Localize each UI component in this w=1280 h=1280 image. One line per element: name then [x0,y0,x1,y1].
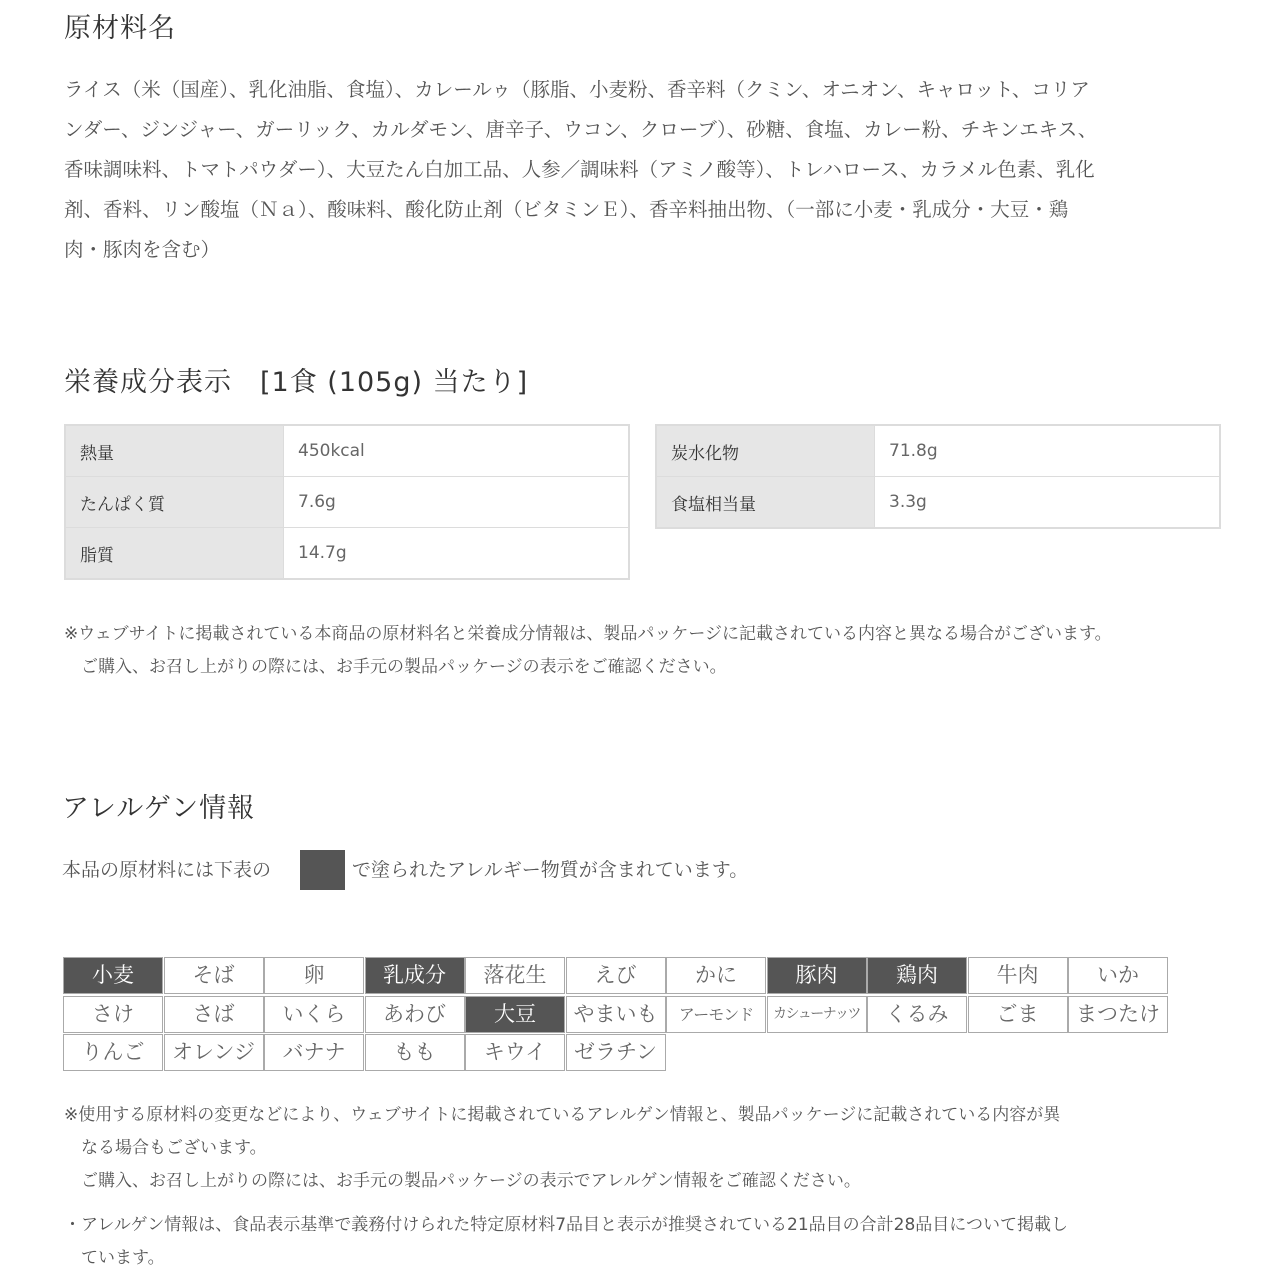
ingredients-title: 原材料名 [64,13,176,44]
allergen-cell: 豚肉 [767,957,867,994]
allergen-title: アレルゲン情報 [62,793,256,824]
allergen-cell: えび [566,957,666,994]
table-row [656,477,1220,529]
allergen-cell: 卵 [264,957,364,994]
ingredients-line: ライス（米（国産）、乳化油脂、食塩）、カレールゥ（豚脂、小麦粉、香辛料（クミン、オニオン、キャロット、コリア [64,78,1090,101]
allergen-bullet [64,1209,1068,1275]
nutrition-value: 450kcal [284,425,630,477]
allergen-cell: やまいも [566,996,666,1033]
allergen-cell: くるみ [867,996,967,1033]
nutrition-label: 熱量 [65,425,284,477]
allergen-cell: いくら [264,996,364,1033]
allergen-cell: ゼラチン [566,1034,666,1071]
allergen-note [64,1099,1060,1198]
allergen-cell: アーモンド [666,996,766,1033]
allergen-cell: まつたけ [1068,996,1168,1033]
allergen-swatch [300,850,345,890]
allergen-cell: バナナ [264,1034,364,1071]
nutrition-table-right [655,424,1221,529]
ingredients-line: 剤、香料、リン酸塩（Ｎａ）、酸味料、酸化防止剤（ビタミンＥ）、香辛料抽出物、（一部に小麦・乳成分・大豆・鶏 [64,198,1069,221]
allergen-cell: もも [365,1034,465,1071]
note-line: なる場合もございます。 [64,1138,267,1158]
allergen-cell: いか [1068,957,1168,994]
note-line: ・アレルゲン情報は、食品表示基準で義務付けられた特定原材料7品目と表示が推奨されている21品目の合計28品目について掲載し [64,1215,1068,1235]
allergen-intro-after: で塗られたアレルギー物質が含まれています。 [352,859,749,881]
nutrition-label: 炭水化物 [656,425,875,477]
allergen-cell: 牛肉 [968,957,1068,994]
nutrition-label: 脂質 [65,528,284,580]
note-line: ています。 [64,1248,165,1268]
allergen-cell: 大豆 [465,996,565,1033]
nutrition-table-left [64,424,630,580]
ingredients-line: 香味調味料、トマトパウダー）、大豆たん白加工品、人参／調味料（アミノ酸等）、トレハロース、カラメル色素、乳化 [64,158,1095,181]
ingredients-line: ンダー、ジンジャー、ガーリック、カルダモン、唐辛子、ウコン、クローブ）、砂糖、食塩、カレー粉、チキンエキス、 [64,118,1098,141]
nutrition-title: 栄養成分表示 [1食 (105g) 当たり] [64,367,529,398]
note-line: ご購入、お召し上がりの際には、お手元の製品パッケージの表示をご確認ください。 [64,657,727,677]
note-line: ※ウェブサイトに掲載されている本商品の原材料名と栄養成分情報は、製品パッケージに記載されている内容と異なる場合がございます。 [64,624,1112,644]
allergen-cell: りんご [63,1034,163,1071]
allergen-cell: あわび [365,996,465,1033]
allergen-intro-before: 本品の原材料には下表の [62,859,272,881]
table-row [65,528,629,580]
ingredients-text [64,70,1224,270]
allergen-cell: かに [666,957,766,994]
nutrition-note [64,618,1112,684]
allergen-cell: さば [164,996,264,1033]
table-row [65,425,629,477]
table-row [65,477,629,528]
allergen-cell: 小麦 [63,957,163,994]
allergen-cell: ごま [968,996,1068,1033]
allergen-cell: キウイ [465,1034,565,1071]
table-row [656,425,1220,477]
nutrition-value: 3.3g [875,477,1221,529]
allergen-cell: カシューナッツ [767,996,867,1033]
nutrition-value: 7.6g [284,477,630,528]
allergen-cell: さけ [63,996,163,1033]
allergen-cell: そば [164,957,264,994]
note-line: ご購入、お召し上がりの際には、お手元の製品パッケージの表示でアレルゲン情報をご確認ください。 [64,1171,861,1191]
nutrition-label: たんぱく質 [65,477,284,528]
allergen-cell: 鶏肉 [867,957,967,994]
nutrition-value: 14.7g [284,528,630,580]
nutrition-value: 71.8g [875,425,1221,477]
allergen-cell: 乳成分 [365,957,465,994]
allergen-cell: オレンジ [164,1034,264,1071]
allergen-grid [63,957,1169,1073]
allergen-cell: 落花生 [465,957,565,994]
nutrition-label: 食塩相当量 [656,477,875,529]
note-line: ※使用する原材料の変更などにより、ウェブサイトに掲載されているアレルゲン情報と、製品パッケージに記載されている内容が異 [64,1105,1061,1125]
ingredients-line: 肉・豚肉を含む） [64,238,221,261]
